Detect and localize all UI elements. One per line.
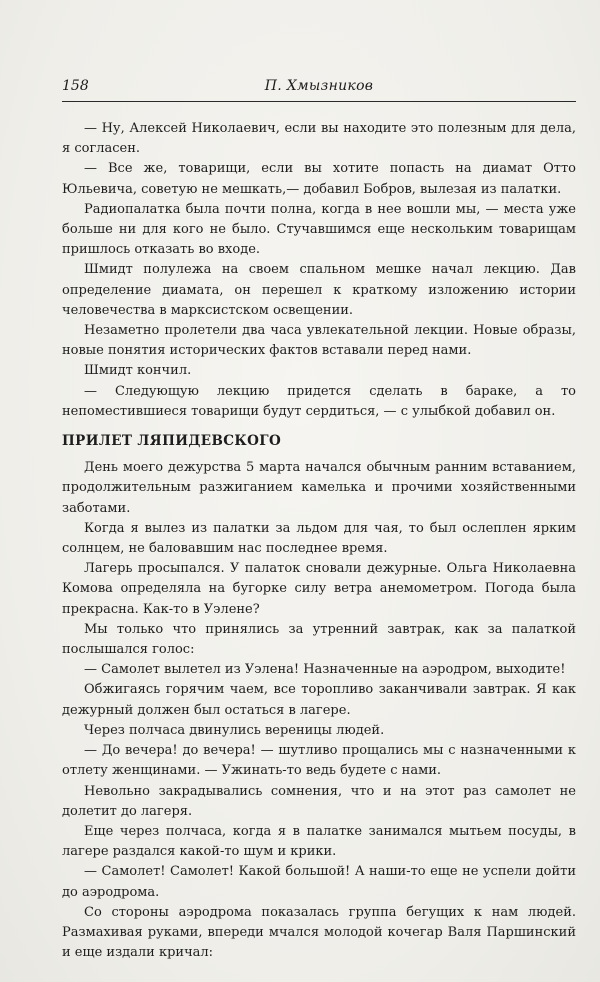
paragraph: Со стороны аэродрома показалась группа бегущих к нам людей. Размахивая руками, впереди мчался молодой кочегар Валя Паршинский и еще издали кричал: xyxy=(62,904,576,961)
paragraph: Мы только что принялись за утренний завтрак, как за палаткой послышался голос: xyxy=(62,621,576,658)
paragraph: Шмидт полулежа на своем спальном мешке начал лекцию. Дав определение диамата, он перешел к краткому изложению истории человечества в марксистском освещении. xyxy=(62,262,576,318)
paragraph: — Самолет вылетел из Уэлена! Назначенные на аэродром, выходите! xyxy=(84,662,566,678)
paragraph: Радиопалатка была почти полна, когда в нее вошли мы, — места уже больше ни для кого не было. Стучавшимся еще нескольким товарищам пришлось отказать во входе. xyxy=(62,201,576,258)
paragraph: Незаметно пролетели два часа увлекательной лекции. Новые образы, новые понятия исторических фактов вставали перед нами. xyxy=(62,323,576,359)
paragraph: Когда я вылез из палатки за льдом для чая, то был ослеплен ярким солнцем, не баловавшим нас последнее время. xyxy=(62,520,576,557)
section-title: ПРИЛЕТ ЛЯПИДЕВСКОГО xyxy=(62,433,282,450)
running-head: П. Хмызников xyxy=(264,78,374,94)
page-header xyxy=(62,78,576,98)
page-body xyxy=(62,119,576,963)
paragraph: Невольно закрадывались сомнения, что и на этот раз самолет не долетит до лагеря. xyxy=(62,783,576,819)
paragraph: — До вечера! до вечера! — шутливо прощались мы с назначенными к отлету женщинами. — Ужинать-то ведь будете с нами. xyxy=(62,743,576,779)
paragraph: Обжигаясь горячим чаем, все торопливо заканчивали завтрак. Я как дежурный должен был остаться в лагере. xyxy=(62,682,576,718)
header-rule xyxy=(62,101,576,102)
paragraph: Лагерь просыпался. У палаток сновали дежурные. Ольга Николаевна Комова определяла на бугорке силу ветра анемометром. Погода была прекрасна. Как-то в Уэлене? xyxy=(62,561,576,617)
paragraph: Шмидт кончил. xyxy=(84,363,192,379)
paragraph: — Самолет! Самолет! Какой большой! А наши-то еще не успели дойти до аэродрома. xyxy=(62,864,576,900)
paragraph: — Следующую лекцию придется сделать в бараке, а то непоместившиеся товарищи будут сердиться, — с улыбкой добавил он. xyxy=(62,383,576,419)
page-number: 158 xyxy=(62,78,89,94)
paragraph: День моего дежурства 5 марта начался обычным ранним вставанием, продолжительным разжиганием камелька и прочими хозяйственными заботами. xyxy=(62,460,576,516)
paragraph: — Все же, товарищи, если вы хотите попасть на диамат Отто Юльевича, советую не мешкать,— добавил Бобров, вылезая из палатки. xyxy=(62,161,576,197)
paragraph: Через полчаса двинулись вереницы людей. xyxy=(84,722,385,738)
paragraph: — Ну, Алексей Николаевич, если вы находите это полезным для дела, я согласен. xyxy=(62,121,576,157)
paragraph: Еще через полчаса, когда я в палатке занимался мытьем посуды, в лагере раздался какой-то шум и крики. xyxy=(62,823,576,860)
